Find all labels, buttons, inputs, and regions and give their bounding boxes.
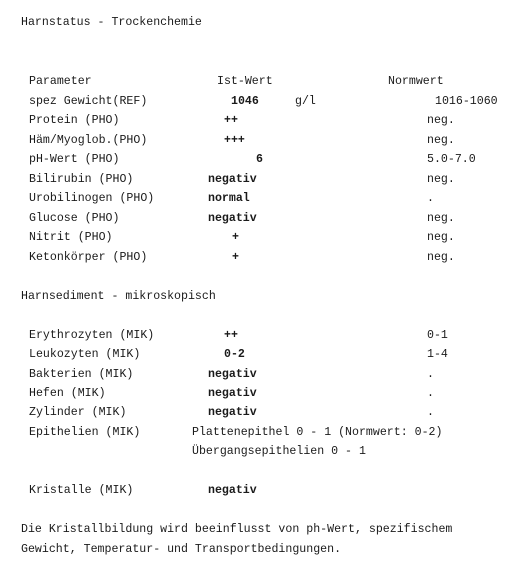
row-normwert: 1-4	[427, 348, 448, 361]
row-normwert: neg.	[427, 212, 455, 225]
row-value: negativ	[208, 368, 257, 381]
row-parameter: Häm/Myoglob.(PHO)	[29, 134, 148, 147]
table-row	[0, 212, 531, 226]
row-parameter: Hefen (MIK)	[29, 387, 106, 400]
row-value: 6	[256, 153, 263, 166]
table-row	[0, 95, 531, 109]
row-parameter: Bilirubin (PHO)	[29, 173, 134, 186]
row-normwert: 5.0-7.0	[427, 153, 476, 166]
footnote-line: Die Kristallbildung wird beeinflusst von ph-Wert, spezifischem	[21, 523, 453, 536]
table-row	[0, 368, 531, 382]
table-row	[0, 153, 531, 167]
table-row	[0, 387, 531, 401]
row-value: negativ	[208, 173, 257, 186]
table-row	[0, 406, 531, 420]
footnote-line: Gewicht, Temperatur- und Transportbedingungen.	[21, 543, 342, 556]
header-normwert: Normwert	[388, 75, 444, 88]
table-row-continuation	[0, 445, 531, 459]
header-parameter: Parameter	[29, 75, 92, 88]
table-row	[0, 114, 531, 128]
row-value: +	[232, 251, 239, 264]
row-parameter: Protein (PHO)	[29, 114, 120, 127]
row-unit: g/l	[295, 95, 316, 108]
row-parameter: Ketonkörper (PHO)	[29, 251, 148, 264]
table-row	[0, 192, 531, 206]
table-row	[0, 231, 531, 245]
row-value: Plattenepithel 0 - 1 (Normwert: 0-2)	[192, 426, 443, 439]
row-value: Übergangsepithelien 0 - 1	[192, 445, 366, 458]
row-value: 0-2	[224, 348, 245, 361]
row-parameter: Epithelien (MIK)	[29, 426, 141, 439]
row-parameter: Bakterien (MIK)	[29, 368, 134, 381]
row-parameter: Glucose (PHO)	[29, 212, 120, 225]
row-parameter: Erythrozyten (MIK)	[29, 329, 155, 342]
row-normwert: neg.	[427, 251, 455, 264]
table-row	[0, 251, 531, 265]
row-value: +++	[224, 134, 245, 147]
row-parameter: Leukozyten (MIK)	[29, 348, 141, 361]
row-value: negativ	[208, 212, 257, 225]
row-parameter: Zylinder (MIK)	[29, 406, 127, 419]
row-value: normal	[208, 192, 250, 205]
row-normwert: .	[427, 192, 434, 205]
table-header	[0, 75, 531, 89]
row-value: ++	[224, 329, 238, 342]
table-row	[0, 426, 531, 440]
row-normwert: neg.	[427, 134, 455, 147]
row-value: negativ	[208, 406, 257, 419]
row-normwert: neg.	[427, 173, 455, 186]
section-title-harnstatus: Harnstatus - Trockenchemie	[21, 16, 202, 29]
row-value: ++	[224, 114, 238, 127]
row-parameter: spez Gewicht(REF)	[29, 95, 148, 108]
row-value: 1046	[231, 95, 259, 108]
row-normwert: 0-1	[427, 329, 448, 342]
table-row	[0, 173, 531, 187]
header-ist-wert: Ist-Wert	[217, 75, 273, 88]
row-normwert: neg.	[427, 114, 455, 127]
table-row	[0, 484, 531, 498]
table-row	[0, 329, 531, 343]
row-value: negativ	[208, 484, 257, 497]
row-normwert: .	[427, 368, 434, 381]
table-row	[0, 348, 531, 362]
row-normwert: .	[427, 406, 434, 419]
row-parameter: Nitrit (PHO)	[29, 231, 113, 244]
row-value: negativ	[208, 387, 257, 400]
row-normwert: 1016-1060	[435, 95, 498, 108]
row-parameter: pH-Wert (PHO)	[29, 153, 120, 166]
row-parameter: Urobilinogen (PHO)	[29, 192, 155, 205]
row-normwert: .	[427, 387, 434, 400]
table-row	[0, 134, 531, 148]
row-value: +	[232, 231, 239, 244]
row-normwert: neg.	[427, 231, 455, 244]
row-parameter: Kristalle (MIK)	[29, 484, 134, 497]
section-title-harnsediment: Harnsediment - mikroskopisch	[21, 290, 216, 303]
